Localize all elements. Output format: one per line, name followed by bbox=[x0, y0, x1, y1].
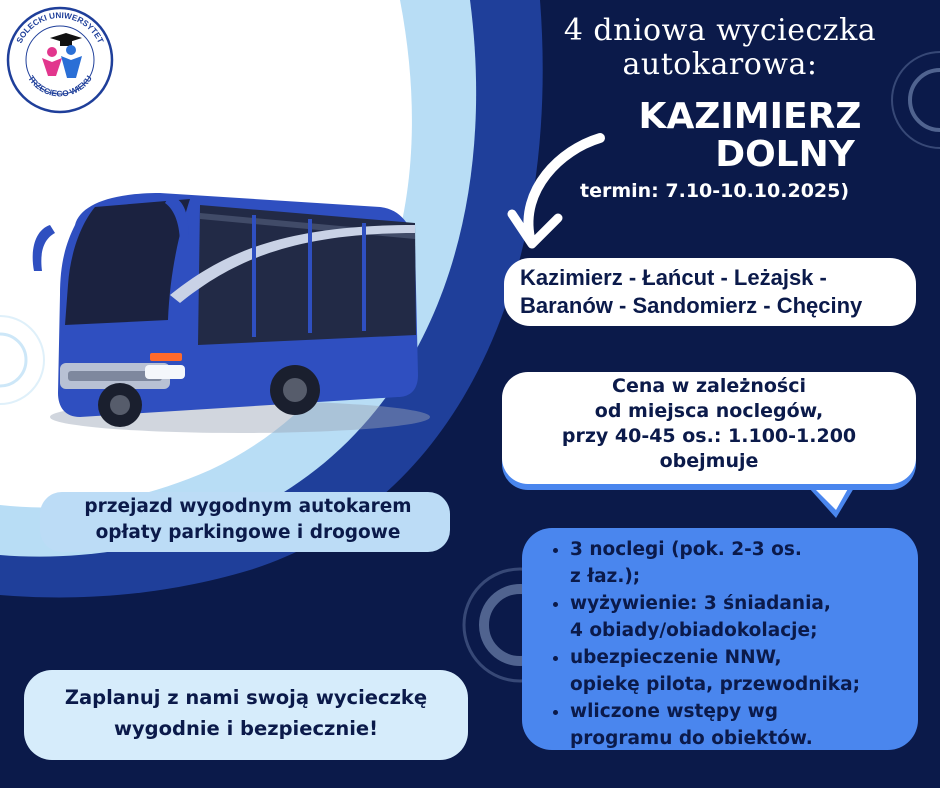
price-line1: Cena w zależności bbox=[612, 375, 806, 397]
transport-box bbox=[40, 492, 450, 552]
list-item: • wyżywienie: 3 śniadania, 4 obiady/obiadokolacje; bbox=[570, 590, 920, 644]
trip-title-line1: 4 dniowa wycieczka bbox=[563, 13, 877, 48]
price-bubble-tail bbox=[790, 478, 880, 520]
list-item: • ubezpieczenie NNW, opiekę pilota, przewodnika; bbox=[570, 644, 920, 698]
price-text bbox=[502, 374, 916, 474]
route-line2: Baranów - Sandomierz - Chęciny bbox=[520, 293, 863, 318]
university-logo bbox=[4, 4, 116, 116]
price-line2: od miejsca noclegów, bbox=[594, 400, 824, 422]
price-box bbox=[502, 372, 916, 484]
route-line1: Kazimierz - Łańcut - Leżajsk - bbox=[520, 265, 827, 290]
route-box bbox=[504, 258, 916, 326]
bus-image bbox=[20, 185, 430, 440]
transport-line1: przejazd wygodnym autokarem bbox=[84, 496, 412, 517]
price-line4: obejmuje bbox=[659, 450, 759, 472]
cta-line1: Zaplanuj z nami swoją wycieczkę bbox=[64, 686, 428, 709]
trip-title-line2: autokarowa: bbox=[622, 47, 818, 82]
destination-line1: KAZIMIERZ bbox=[638, 96, 862, 137]
list-item: • wliczone wstępy wg programu do obiektów. bbox=[570, 698, 920, 752]
includes-box bbox=[522, 528, 918, 750]
transport-line2: opłaty parkingowe i drogowe bbox=[95, 522, 401, 543]
trip-title bbox=[520, 14, 920, 82]
route-text bbox=[520, 264, 912, 320]
list-item: • 3 noclegi (pok. 2-3 os. z łaz.); bbox=[570, 536, 920, 590]
transport-text bbox=[48, 494, 448, 546]
destination-name bbox=[620, 98, 880, 174]
price-line3: przy 40-45 os.: 1.100-1.200 bbox=[561, 425, 857, 447]
cta-box bbox=[24, 670, 468, 760]
includes-list bbox=[540, 536, 920, 752]
trip-dates: termin: 7.10-10.10.2025) bbox=[580, 180, 850, 202]
destination-line2: DOLNY bbox=[715, 134, 855, 175]
svg-text:SOLECKI UNIWERSYTET: SOLECKI UNIWERSYTET bbox=[14, 10, 106, 45]
cta-line2: wygodnie i bezpiecznie! bbox=[113, 717, 379, 740]
svg-text:TRZECIEGO WIEKU: TRZECIEGO WIEKU bbox=[26, 73, 94, 99]
cta-text bbox=[24, 682, 468, 744]
